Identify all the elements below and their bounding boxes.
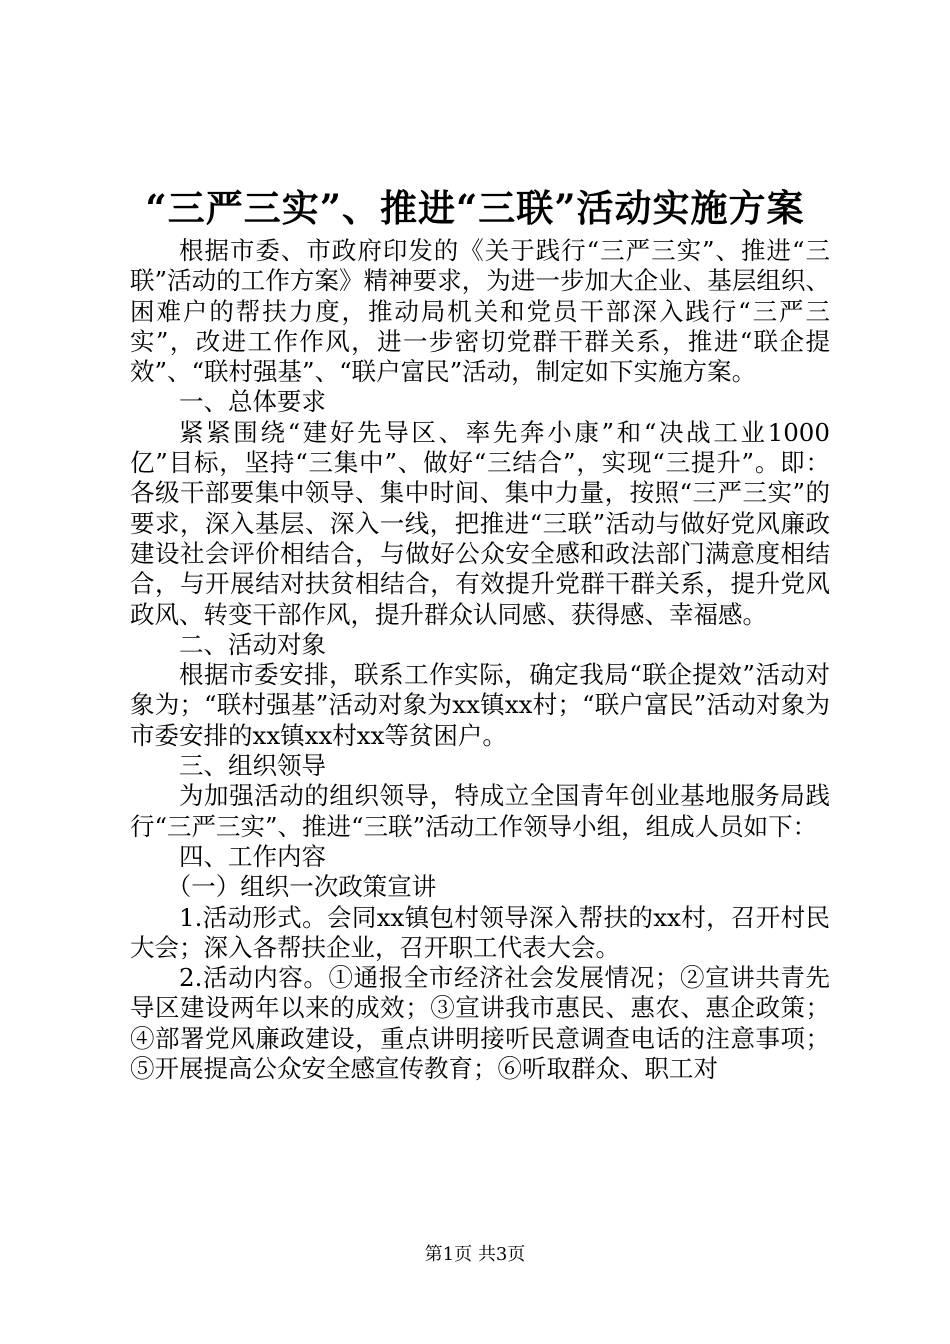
- general-requirements-paragraph: 紧紧围绕“建好先导区、率先奔小康”和“决战工业1000亿”目标，坚持“三集中”、做好“三结合”，实现“三提升”。即：各级干部要集中领导、集中时间、集中力量，按照“三严三实”的要求，深入基层、深入一线，把推进“三联”活动与做好党风廉政建设社会评价相结合，与做好公众安全感和政法部门满意度相结合，与开展结对扶贫相结合，有效提升党群干群关系，提升党风政风、转变干部作风，提升群众认同感、获得感、幸福感。: [130, 417, 830, 629]
- section-heading-work-content: 四、工作内容: [179, 841, 326, 871]
- organization-paragraph: 为加强活动的组织领导，特成立全国青年创业基地服务局践行“三严三实”、推进“三联”活动工作领导小组，组成人员如下：: [130, 781, 830, 841]
- section-heading-organization: 三、组织领导: [179, 751, 326, 781]
- subsection-heading-policy-lecture: （一）组织一次政策宣讲: [166, 872, 437, 902]
- intro-paragraph: 根据市委、市政府印发的《关于践行“三严三实”、推进“三联”活动的工作方案》精神要求，为进一步加大企业、基层组织、困难户的帮扶力度，推动局机关和党员干部深入践行“三严三实”，改进工作作风，进一步密切党群干群关系，推进“联企提效”、“联村强基”、“联户富民”活动，制定如下实施方案。: [130, 236, 830, 387]
- activity-form-paragraph: 1.活动形式。会同xx镇包村领导深入帮扶的xx村，召开村民大会；深入各帮扶企业，召开职工代表大会。: [130, 902, 830, 962]
- section-heading-general-requirements: 一、总体要求: [179, 387, 326, 417]
- activity-content-paragraph: 2.活动内容。①通报全市经济社会发展情况；②宣讲共青先导区建设两年以来的成效；③宣讲我市惠民、惠农、惠企政策；④部署党风廉政建设，重点讲明接听民意调查电话的注意事项；⑤开展提高公众安全感宣传教育；⑥听取群众、职工对: [130, 963, 830, 1084]
- section-heading-activity-targets: 二、活动对象: [179, 629, 326, 659]
- document-body: [130, 236, 830, 1084]
- activity-targets-paragraph: 根据市委安排，联系工作实际，确定我局“联企提效”活动对象为；“联村强基”活动对象为xx镇xx村；“联户富民”活动对象为市委安排的xx镇xx村xx等贫困户。: [130, 660, 830, 750]
- document-title: “三严三实”、推进“三联”活动实施方案: [145, 186, 805, 230]
- page-number-footer: 第1页 共3页: [424, 1244, 526, 1265]
